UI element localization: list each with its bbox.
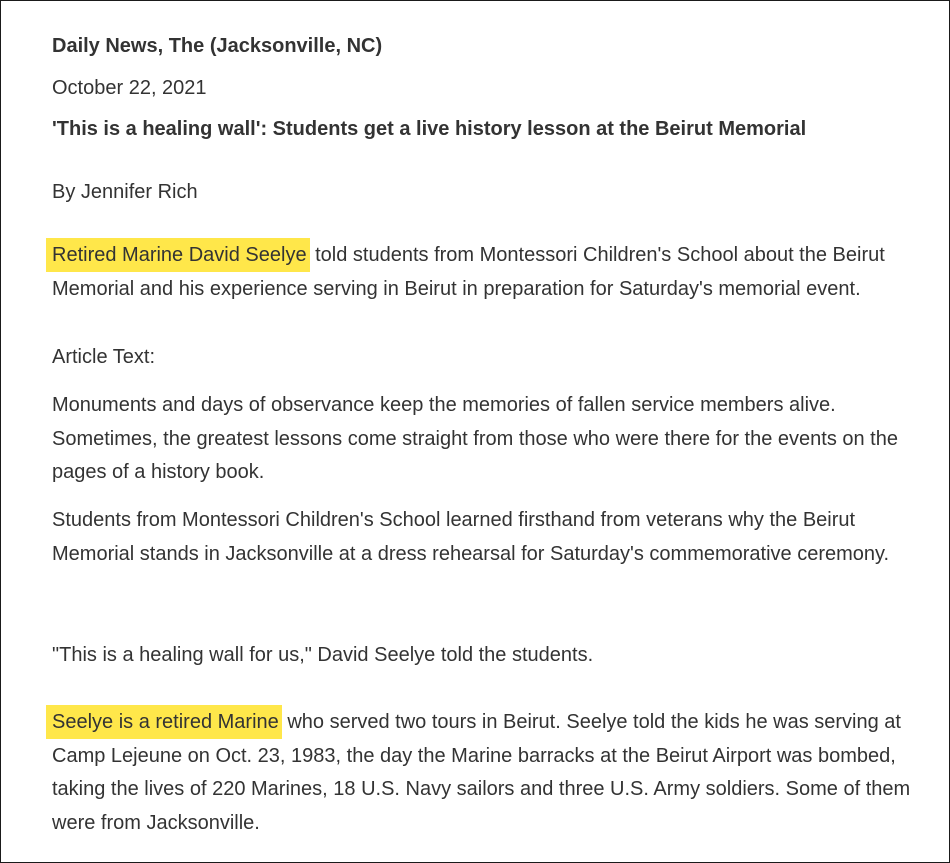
photo-caption — [52, 239, 932, 306]
publication-date: October 22, 2021 — [52, 77, 207, 99]
byline: By Jennifer Rich — [52, 181, 198, 203]
article-text-label: Article Text: — [52, 346, 155, 368]
caption-text: told students from Montessori Children's School about the Beirut Memorial and his experience serving in Beirut in preparation for Saturday's memorial event. — [52, 244, 885, 300]
paragraph-3: "This is a healing wall for us," David Seelye told the students. — [52, 644, 594, 666]
publication-name: Daily News, The (Jacksonville, NC) — [52, 35, 383, 57]
paragraph-4-text: who served two tours in Beirut. Seelye told the kids he was serving at Camp Lejeune on Oct. 23, 1983, the day the Marine barracks at the Beirut Airport was bombed, taking the lives of 220 Marines, 18 U.S. Navy sailors and three U.S. Army soldiers. Some of them were from Jacksonville. — [52, 711, 911, 834]
paragraph-4-highlight: Seelye is a retired Marine — [46, 705, 282, 739]
headline: 'This is a healing wall': Students get a live history lesson at the Beirut Memorial — [52, 118, 807, 140]
paragraph-1: Monuments and days of observance keep the memories of fallen service members alive. Sometimes, the greatest lessons come straight from those who were there for the events on the pages of a history book. — [52, 394, 898, 483]
caption-highlight: Retired Marine David Seelye — [46, 238, 310, 272]
paragraph-4 — [52, 706, 932, 840]
paragraph-2: Students from Montessori Children's School learned firsthand from veterans why the Beirut Memorial stands in Jacksonville at a dress rehearsal for Saturday's commemorative ceremony. — [52, 509, 890, 565]
